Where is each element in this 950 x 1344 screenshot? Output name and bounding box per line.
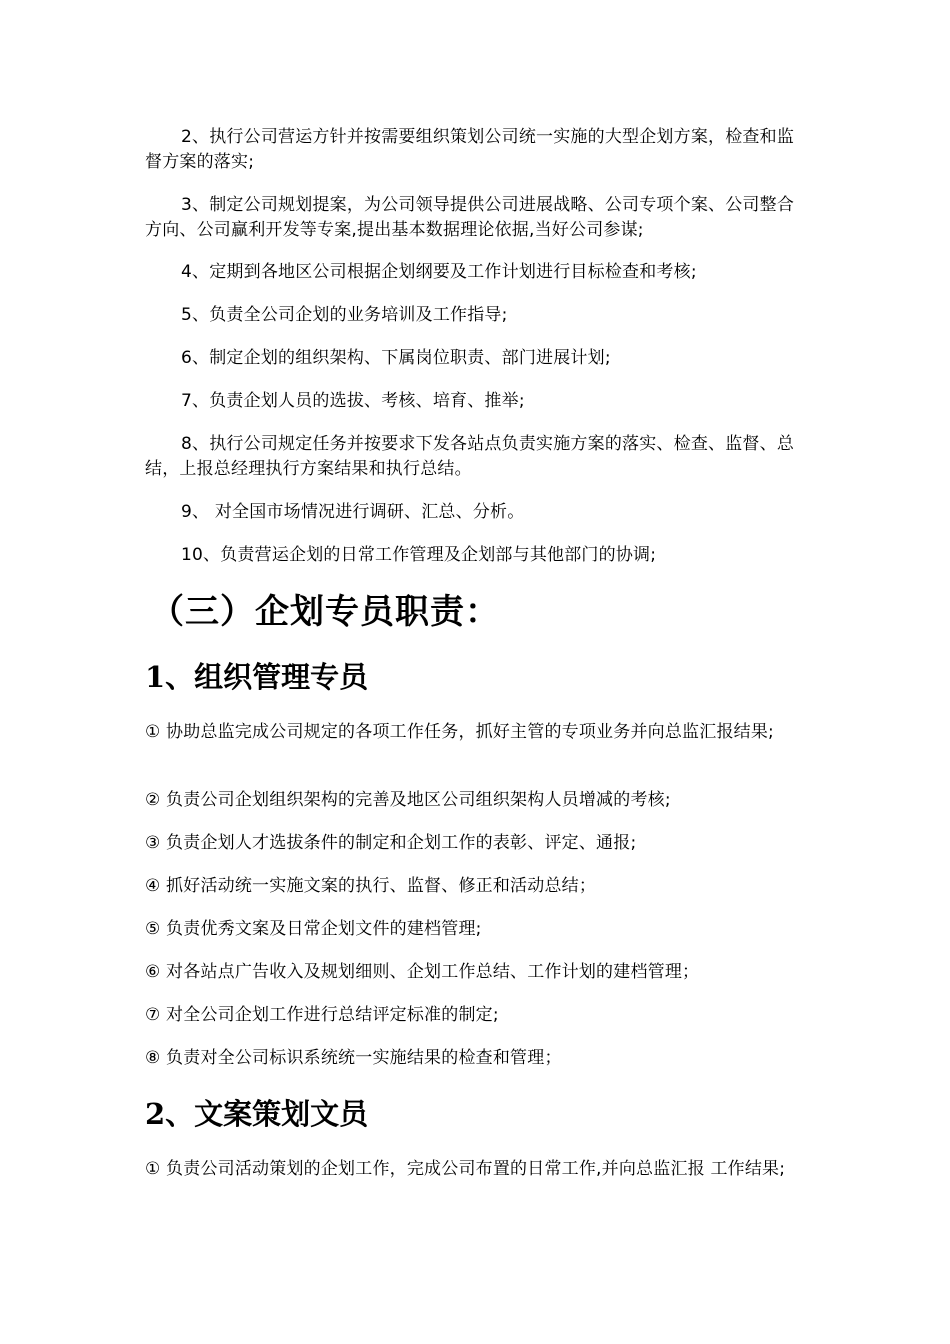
org-duty-1: ① 协助总监完成公司规定的各项工作任务，抓好主管的专项业务并向总监汇报结果; <box>145 722 774 742</box>
subsection-2-title: 2、文案策划文员 <box>145 1097 369 1131</box>
duty-item-5: 5、负责全公司企划的业务培训及工作指导; <box>181 305 508 325</box>
org-duty-5: ⑤ 负责优秀文案及日常企划文件的建档管理; <box>145 919 482 939</box>
duty-item-7: 7、负责企划人员的选拔、考核、培育、推举; <box>181 391 525 411</box>
duty-item-3: 3、制定公司规划提案，为公司领导提供公司进展战略、公司专项个案、公司整合方向、公司赢利开发等专案,提出基本数据理论依据,当好公司参谋; <box>145 195 795 240</box>
duty-item-8: 8、执行公司规定任务并按要求下发各站点负责实施方案的落实、检查、监督、总结，上报总经理执行方案结果和执行总结。 <box>145 434 795 479</box>
duty-item-10: 10、负责营运企划的日常工作管理及企划部与其他部门的协调; <box>181 545 657 565</box>
org-duty-4: ④ 抓好活动统一实施文案的执行、监督、修正和活动总结； <box>145 876 597 896</box>
duty-item-4: 4、定期到各地区公司根据企划纲要及工作计划进行目标检查和考核; <box>181 262 697 282</box>
org-duty-8: ⑧ 负责对全公司标识系统统一实施结果的检查和管理； <box>145 1048 562 1068</box>
org-duty-7: ⑦ 对全公司企划工作进行总结评定标准的制定; <box>145 1005 499 1025</box>
org-duty-2: ② 负责公司企划组织架构的完善及地区公司组织架构人员增减的考核; <box>145 790 671 810</box>
org-duty-3: ③ 负责企划人才选拔条件的制定和企划工作的表彰、评定、通报; <box>145 833 637 853</box>
copy-duty-1: ① 负责公司活动策划的企划工作，完成公司布置的日常工作,并向总监汇报 工作结果; <box>145 1159 786 1179</box>
duty-item-2: 2、执行公司营运方针并按需要组织策划公司统一实施的大型企划方案，检查和监督方案的落实; <box>145 127 795 172</box>
section-title: （三）企划专员职责： <box>150 592 500 632</box>
subsection-1-title: 1、组织管理专员 <box>145 660 369 694</box>
org-duty-6: ⑥ 对各站点广告收入及规划细则、企划工作总结、工作计划的建档管理； <box>145 962 700 982</box>
duty-item-6: 6、制定企划的组织架构、下属岗位职责、部门进展计划; <box>181 348 611 368</box>
duty-item-9: 9、 对全国市场情况进行调研、汇总、分析。 <box>181 502 525 522</box>
